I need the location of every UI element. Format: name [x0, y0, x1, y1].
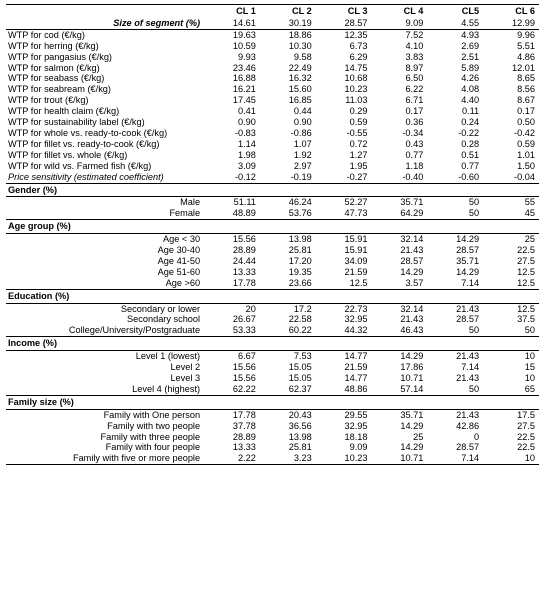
- cell-value: 8.97: [405, 62, 424, 73]
- cell-value: 22.5: [517, 431, 535, 442]
- cell-value: 4.40: [461, 95, 480, 106]
- demographic-row: [6, 256, 539, 267]
- cell-value: 9.93: [238, 51, 256, 62]
- cell-value: 7.14: [461, 362, 480, 373]
- demographic-row: [6, 314, 539, 325]
- cell-value: 17.5: [517, 409, 535, 420]
- cell-value: 18.18: [344, 431, 368, 442]
- cell-value: 14.29: [456, 234, 480, 245]
- cell-value: 15.56: [232, 373, 256, 383]
- cell-value: 21.43: [400, 314, 424, 325]
- cell-value: -0.40: [402, 171, 424, 182]
- cell-value: 15.05: [288, 362, 312, 373]
- cell-value: 0.17: [517, 106, 535, 117]
- cell-value: 0.41: [238, 106, 256, 117]
- row-label: WTP for cod (€/kg): [8, 29, 85, 40]
- cell-value: 12.5: [349, 277, 368, 288]
- cell-value: 1.50: [517, 160, 535, 171]
- cell-value: 52.27: [344, 197, 368, 208]
- cell-value: 35.71: [400, 197, 424, 208]
- row-label: WTP for wild vs. Farmed fish (€/kg): [8, 160, 152, 171]
- cell-value: 6.71: [405, 95, 424, 106]
- cell-value: 8.56: [517, 84, 535, 95]
- cell-value: -0.12: [234, 171, 256, 182]
- cell-value: 3.09: [238, 160, 256, 171]
- cell-value: 21.59: [344, 266, 368, 277]
- cell-value: 13.33: [232, 442, 256, 453]
- cell-value: 25.81: [288, 245, 312, 256]
- demographic-row: [6, 325, 539, 336]
- demographic-row: [6, 351, 539, 362]
- row-label: Family with two people: [107, 420, 201, 431]
- cell-value: 22.73: [344, 303, 368, 314]
- cell-value: 9.09: [349, 442, 368, 453]
- cell-value: 8.65: [517, 73, 535, 84]
- cell-value: 28.57: [456, 245, 480, 256]
- row-label: WTP for trout (€/kg): [8, 95, 89, 106]
- demographic-row: [6, 421, 539, 432]
- cell-value: -0.22: [458, 127, 480, 138]
- row-label: WTP for pangasius (€/kg): [8, 51, 112, 62]
- cell-value: 1.27: [349, 149, 368, 160]
- row-label: Age 51-60: [157, 266, 201, 277]
- cell-value: -0.27: [346, 171, 368, 182]
- row-label: Price sensitivity (estimated coefficient): [8, 171, 164, 182]
- wtp-row: [6, 150, 539, 161]
- cell-value: -0.19: [290, 171, 312, 182]
- cell-value: 22.58: [288, 314, 312, 325]
- section-header-row: [6, 337, 539, 351]
- cell-value: 10.68: [344, 73, 368, 84]
- cell-value: 17.86: [400, 362, 424, 373]
- cell-value: -0.60: [458, 171, 480, 182]
- cell-value: 13.98: [288, 234, 312, 245]
- cell-value: 6.22: [405, 84, 424, 95]
- cell-value: 28.89: [232, 245, 256, 256]
- wtp-row: [6, 139, 539, 150]
- cell-value: -0.86: [290, 127, 312, 138]
- cell-value: 0.77: [461, 160, 480, 171]
- cell-value: 8.67: [517, 95, 535, 106]
- cell-value: 10.30: [288, 40, 312, 51]
- demographic-row: [6, 245, 539, 256]
- cell-value: 9.58: [293, 51, 312, 62]
- cell-value: 15.05: [288, 373, 312, 383]
- cell-value: 4.08: [461, 84, 480, 95]
- row-label: Male: [180, 197, 201, 208]
- cell-value: 23.66: [288, 277, 312, 288]
- cell-value: 14.77: [344, 351, 368, 362]
- cell-value: 18.86: [288, 29, 312, 40]
- demographic-row: [6, 432, 539, 443]
- demographic-row: [6, 267, 539, 278]
- cell-value: 1.14: [238, 138, 256, 149]
- cell-value: 62.22: [232, 383, 256, 394]
- cell-value: 53.76: [288, 208, 312, 219]
- cell-value: 15: [524, 362, 535, 373]
- cell-value: 46.43: [400, 325, 424, 336]
- cell-value: -0.04: [514, 171, 535, 182]
- cell-value: 20: [245, 303, 256, 314]
- cell-value: 47.73: [344, 208, 368, 219]
- section-header-row: [6, 289, 539, 303]
- cell-value: 0.36: [405, 117, 424, 128]
- cell-value: 10: [524, 351, 535, 362]
- wtp-row: [6, 73, 539, 84]
- cell-value: 0.28: [461, 138, 480, 149]
- demographic-row: [6, 384, 539, 395]
- cell-value: 4.10: [405, 40, 424, 51]
- cell-value: 53.33: [232, 325, 256, 336]
- row-label: WTP for fillet vs. ready-to-cook (€/kg): [8, 138, 160, 149]
- cell-value: 3.23: [260, 453, 316, 464]
- cell-value: 12.5: [517, 266, 535, 277]
- cell-value: 10.71: [372, 453, 428, 464]
- cell-value: 10.71: [400, 373, 424, 383]
- cell-value: 14.29: [400, 266, 424, 277]
- cell-value: 27.5: [517, 255, 535, 266]
- cell-value: 10.59: [232, 40, 256, 51]
- cell-value: 7.14: [461, 277, 480, 288]
- price-sensitivity-row: [6, 172, 539, 183]
- cell-value: 55: [524, 197, 535, 208]
- wtp-row: [6, 84, 539, 95]
- demographic-row: [6, 208, 539, 219]
- cell-value: 21.43: [456, 303, 480, 314]
- cell-value: 14.77: [344, 373, 368, 383]
- row-label: WTP for whole vs. ready-to-cook (€/kg): [8, 127, 168, 138]
- cell-value: 5.89: [461, 62, 480, 73]
- wtp-row: [6, 41, 539, 52]
- demographic-row: [6, 373, 539, 384]
- cell-value: 5.51: [517, 40, 535, 51]
- cell-value: 35.71: [456, 255, 480, 266]
- cell-value: 0.44: [293, 106, 312, 117]
- header-blank: [6, 5, 204, 18]
- header-row: [6, 5, 539, 18]
- row-label: WTP for fillet vs. whole (€/kg): [8, 149, 128, 160]
- cell-value: 25.81: [288, 442, 312, 453]
- wtp-row: [6, 161, 539, 172]
- cell-value: 2.97: [293, 160, 312, 171]
- cell-value: 27.5: [517, 420, 535, 431]
- cell-value: 3.83: [405, 51, 424, 62]
- cell-value: 7.52: [405, 29, 424, 40]
- row-label: WTP for sustainability label (€/kg): [8, 117, 145, 128]
- cell-value: 28.89: [232, 431, 256, 442]
- cell-value: 6.50: [405, 73, 424, 84]
- cell-value: 7.14: [427, 453, 483, 464]
- cell-value: 50: [524, 325, 535, 336]
- cell-value: 0.11: [461, 106, 480, 117]
- cell-value: 16.88: [232, 73, 256, 84]
- cell-value: 0.59: [349, 117, 368, 128]
- cell-value: 45: [524, 208, 535, 219]
- cell-value: 21.43: [456, 373, 480, 383]
- cell-value: 17.2: [293, 303, 312, 314]
- cell-value: 28.57: [456, 442, 480, 453]
- cell-value: 2.69: [461, 40, 480, 51]
- cell-value: 1.01: [517, 149, 535, 160]
- cell-value: 19.35: [288, 266, 312, 277]
- cell-value: 50: [468, 197, 480, 208]
- cell-value: 14.75: [344, 62, 368, 73]
- size-of-segment-row: [6, 18, 539, 29]
- cell-value: 30.19: [260, 18, 316, 29]
- cell-value: 15.91: [344, 234, 368, 245]
- cell-value: 46.24: [288, 197, 312, 208]
- cell-value: 13.33: [232, 266, 256, 277]
- cell-value: 0.90: [238, 117, 256, 128]
- cell-value: 14.29: [400, 420, 424, 431]
- cell-value: 0.90: [293, 117, 312, 128]
- column-header: CL5: [427, 5, 483, 18]
- section-title: Gender (%): [6, 183, 539, 197]
- cell-value: 48.86: [344, 383, 368, 394]
- cell-value: 29.55: [344, 409, 368, 420]
- cell-value: 51.11: [233, 197, 256, 208]
- cell-value: 9.09: [372, 18, 428, 29]
- row-label: Level 2: [170, 362, 201, 373]
- cell-value: 60.22: [288, 325, 312, 336]
- cell-value: 16.32: [288, 73, 312, 84]
- cell-value: 0.59: [517, 138, 535, 149]
- cell-value: 0.50: [517, 117, 535, 128]
- cell-value: 1.07: [293, 138, 312, 149]
- wtp-row: [6, 128, 539, 139]
- cell-value: 37.78: [232, 420, 256, 431]
- row-label: Family with three people: [100, 431, 201, 442]
- cell-value: 1.18: [405, 160, 424, 171]
- cell-value: 14.29: [400, 351, 424, 362]
- row-label: Family with One person: [103, 409, 201, 420]
- row-label: WTP for salmon (€/kg): [8, 62, 100, 73]
- cell-value: 7.53: [293, 351, 312, 362]
- cell-value: 37.5: [517, 314, 535, 325]
- column-header: CL 3: [316, 5, 372, 18]
- cell-value: 10.23: [316, 453, 372, 464]
- cell-value: -0.83: [234, 127, 256, 138]
- row-label: Size of segment (%): [6, 18, 204, 29]
- cell-value: 36.56: [288, 420, 312, 431]
- cell-value: 32.14: [400, 303, 424, 314]
- cell-value: 0.17: [405, 106, 424, 117]
- cell-value: 17.78: [232, 409, 256, 420]
- cell-value: 14.29: [456, 266, 480, 277]
- cell-value: 23.46: [232, 62, 256, 73]
- row-label: Level 4 (highest): [132, 383, 201, 394]
- column-header: CL 2: [260, 5, 316, 18]
- cell-value: 1.95: [349, 160, 368, 171]
- cell-value: 17.20: [288, 255, 312, 266]
- section-title: Family size (%): [6, 395, 539, 409]
- cell-value: 17.78: [232, 277, 256, 288]
- cell-value: 15.91: [344, 245, 368, 256]
- cell-value: 10: [524, 373, 535, 383]
- demographic-row: [6, 362, 539, 373]
- section-title: Education (%): [6, 289, 539, 303]
- segment-table-page: [6, 4, 539, 465]
- cell-value: 28.57: [400, 255, 424, 266]
- row-label: WTP for herring (€/kg): [8, 40, 99, 51]
- cell-value: 16.85: [288, 95, 312, 106]
- cell-value: 10.23: [344, 84, 368, 95]
- cluster-profile-table: [6, 4, 539, 465]
- cell-value: 28.57: [456, 314, 480, 325]
- row-label: Age >60: [165, 277, 201, 288]
- cell-value: 34.09: [344, 255, 368, 266]
- row-label: Female: [169, 208, 201, 219]
- cell-value: 12.5: [517, 277, 535, 288]
- cell-value: 22.5: [517, 245, 535, 256]
- cell-value: 21.43: [456, 409, 480, 420]
- cell-value: 3.57: [405, 277, 424, 288]
- cell-value: 1.92: [293, 149, 312, 160]
- cell-value: 12.35: [344, 29, 368, 40]
- cell-value: 15.60: [288, 84, 312, 95]
- cell-value: 4.26: [461, 73, 480, 84]
- cell-value: 6.29: [349, 51, 368, 62]
- cell-value: -0.34: [402, 127, 424, 138]
- cell-value: 2.22: [204, 453, 260, 464]
- cell-value: 21.59: [344, 362, 368, 373]
- cell-value: 20.43: [288, 409, 312, 420]
- cell-value: 0.77: [405, 149, 424, 160]
- row-label: Level 1 (lowest): [135, 351, 201, 362]
- cell-value: 32.95: [344, 420, 368, 431]
- wtp-row: [6, 29, 539, 40]
- cell-value: 4.93: [461, 29, 480, 40]
- cell-value: 4.86: [517, 51, 535, 62]
- row-label: Age 41-50: [157, 255, 201, 266]
- cell-value: 25: [524, 234, 535, 245]
- wtp-row: [6, 52, 539, 63]
- wtp-row: [6, 117, 539, 128]
- cell-value: 48.89: [232, 208, 256, 219]
- cell-value: 11.03: [345, 95, 368, 106]
- cell-value: 21.43: [400, 245, 424, 256]
- cell-value: 35.71: [400, 409, 424, 420]
- cell-value: 44.32: [344, 325, 368, 336]
- cell-value: 24.44: [232, 255, 256, 266]
- row-label: WTP for health claim (€/kg): [8, 106, 120, 117]
- row-label: Family with four people: [105, 442, 201, 453]
- cell-value: 9.96: [517, 29, 535, 40]
- table-body: [6, 18, 539, 465]
- cell-value: 14.29: [400, 442, 424, 453]
- cell-value: 28.57: [316, 18, 372, 29]
- column-header: CL 6: [483, 5, 539, 18]
- cell-value: 22.5: [517, 442, 535, 453]
- demographic-row: [6, 442, 539, 453]
- cell-value: 15.56: [232, 362, 256, 373]
- cell-value: 62.37: [288, 383, 312, 394]
- row-label: WTP for seabream (€/kg): [8, 84, 111, 95]
- cell-value: 0.43: [405, 138, 424, 149]
- row-label: Level 3: [170, 373, 201, 383]
- row-label: Family with five or more people: [6, 453, 204, 464]
- cell-value: 6.67: [238, 351, 256, 362]
- cell-value: 25: [413, 431, 424, 442]
- demographic-row: [6, 303, 539, 314]
- cell-value: 12.01: [512, 62, 535, 73]
- row-label: Secondary or lower: [120, 303, 201, 314]
- cell-value: 12.5: [517, 303, 535, 314]
- cell-value: 21.43: [456, 351, 480, 362]
- cell-value: 4.55: [427, 18, 483, 29]
- cell-value: 12.99: [483, 18, 539, 29]
- cell-value: 0: [474, 431, 480, 442]
- demographic-row: [6, 453, 539, 464]
- column-header: CL 4: [372, 5, 428, 18]
- section-header-row: [6, 395, 539, 409]
- demographic-row: [6, 409, 539, 420]
- demographic-row: [6, 278, 539, 289]
- cell-value: 50: [468, 325, 480, 336]
- wtp-row: [6, 106, 539, 117]
- cell-value: 19.63: [232, 29, 256, 40]
- demographic-row: [6, 197, 539, 208]
- cell-value: 32.95: [344, 314, 368, 325]
- cell-value: 1.98: [238, 149, 256, 160]
- cell-value: 64.29: [400, 208, 424, 219]
- cell-value: 14.61: [204, 18, 260, 29]
- row-label: Secondary school: [127, 314, 201, 325]
- cell-value: 50: [468, 383, 480, 394]
- column-header: CL 1: [204, 5, 260, 18]
- cell-value: 42.86: [456, 420, 480, 431]
- cell-value: 0.72: [349, 138, 368, 149]
- cell-value: 15.56: [232, 234, 256, 245]
- cell-value: 32.14: [400, 234, 424, 245]
- cell-value: 57.14: [400, 383, 424, 394]
- cell-value: 0.51: [461, 149, 480, 160]
- row-label: Age < 30: [163, 234, 201, 245]
- cell-value: 26.67: [232, 314, 256, 325]
- cell-value: 0.29: [349, 106, 368, 117]
- section-header-row: [6, 220, 539, 234]
- wtp-row: [6, 63, 539, 74]
- section-header-row: [6, 183, 539, 197]
- row-label: Age 30-40: [157, 245, 201, 256]
- cell-value: 0.24: [461, 117, 480, 128]
- row-label: College/University/Postgraduate: [68, 325, 201, 336]
- cell-value: 13.98: [288, 431, 312, 442]
- cell-value: 6.73: [349, 40, 368, 51]
- cell-value: -0.42: [514, 127, 535, 138]
- cell-value: 16.21: [232, 84, 256, 95]
- section-title: Income (%): [6, 337, 539, 351]
- section-title: Age group (%): [6, 220, 539, 234]
- cell-value: 10: [483, 453, 539, 464]
- row-label: WTP for seabass (€/kg): [8, 73, 105, 84]
- cell-value: 65: [524, 383, 535, 394]
- cell-value: 50: [468, 208, 480, 219]
- cell-value: 2.51: [461, 51, 480, 62]
- cell-value: 22.49: [288, 62, 312, 73]
- cell-value: -0.55: [346, 127, 368, 138]
- wtp-row: [6, 95, 539, 106]
- demographic-row: [6, 234, 539, 245]
- cell-value: 17.45: [232, 95, 256, 106]
